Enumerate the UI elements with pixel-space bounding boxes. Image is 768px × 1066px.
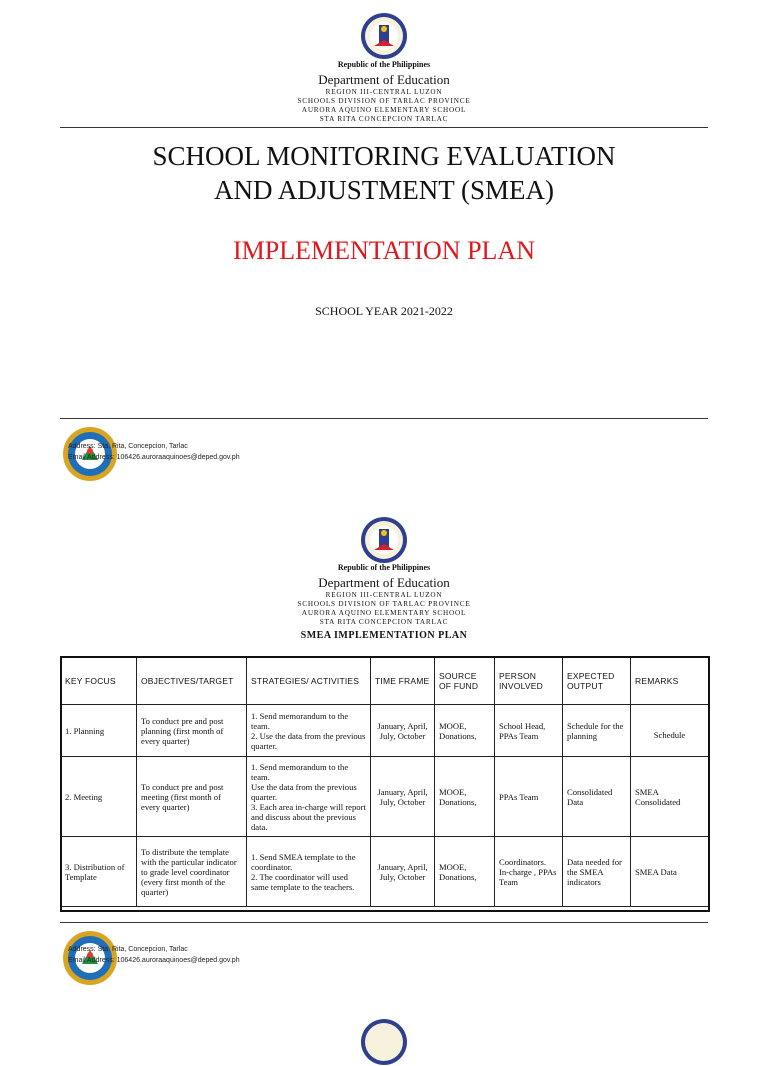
header-time-frame: TIME FRAME — [371, 657, 435, 705]
cell-objective: To conduct pre and post meeting (first month of every quarter) — [137, 757, 247, 837]
deped-seal-icon — [360, 12, 408, 60]
region-label: REGION III-CENTRAL LUZON — [325, 88, 443, 96]
footer-email: Email Address: 106426.auroraaquinoes@deped.gov.ph — [68, 454, 240, 461]
footer-address: Address: Sta. Rita, Concepcion, Tarlac — [68, 443, 188, 450]
location-label: STA RITA CONCEPCION TARLAC — [319, 115, 449, 123]
cell-key-focus: 2. Meeting — [61, 757, 137, 837]
strategy-item: 1. Send memorandum to the team. — [251, 761, 349, 782]
cell-expected-output: Schedule for the planning — [563, 705, 631, 757]
cell-key-focus: 3. Distribution of Template — [61, 837, 137, 907]
cell-expected-output: Data needed for the SMEA indicators — [563, 837, 631, 907]
cell-remarks: SMEA Data — [631, 837, 709, 907]
cell-person-involved: School Head, PPAs Team — [495, 705, 563, 757]
cover-title-line-1: SCHOOL MONITORING EVALUATION — [152, 141, 616, 171]
cell-time-frame: January, April, July, October — [371, 757, 435, 837]
strategy-item: 1. Send SMEA template to the coordinator. — [251, 851, 356, 872]
deped-seal-icon — [360, 1018, 408, 1066]
division-label: SCHOOLS DIVISION OF TARLAC PROVINCE — [297, 97, 471, 105]
cell-person-involved: Coordinators. In-charge , PPAs Team — [495, 837, 563, 907]
cover-title-line-2: AND ADJUSTMENT (SMEA) — [213, 175, 555, 205]
footer-divider — [60, 922, 708, 923]
cell-objective: To conduct pre and post planning (first month of every quarter) — [137, 705, 247, 757]
strategy-item: Use the data from the previous quarter. — [251, 781, 357, 802]
cell-expected-output: Consolidated Data — [563, 757, 631, 837]
header-objectives: OBJECTIVES/TARGET — [137, 657, 247, 705]
header-divider — [60, 127, 708, 128]
republic-label: Republic of the Philippines — [337, 60, 431, 69]
header-source-of-fund: SOURCE OF FUND — [435, 657, 495, 705]
table-row — [61, 757, 709, 837]
cell-time-frame: January, April, July, October — [371, 837, 435, 907]
department-label: Department of Education — [318, 72, 450, 87]
strategy-item: 3. Each area in-charge will report and discuss about the previous data. — [251, 801, 366, 832]
cell-person-involved: PPAs Team — [495, 757, 563, 837]
school-label: AURORA AQUINO ELEMENTARY SCHOOL — [301, 106, 467, 114]
header-remarks: REMARKS — [631, 657, 709, 705]
cell-source-of-fund: MOOE, Donations, — [435, 757, 495, 837]
table-row — [61, 837, 709, 907]
cell-source-of-fund: MOOE, Donations, — [435, 837, 495, 907]
republic-label: Republic of the Philippines — [337, 563, 431, 572]
location-label: STA RITA CONCEPCION TARLAC — [319, 618, 449, 626]
plan-heading: SMEA IMPLEMENTATION PLAN — [300, 630, 468, 641]
deped-seal-icon — [360, 516, 408, 564]
strategy-item: 1. Send memorandum to the team. — [251, 710, 349, 731]
school-year-label: SCHOOL YEAR 2021-2022 — [315, 304, 453, 318]
cell-strategies — [247, 837, 371, 907]
cell-source-of-fund: MOOE, Donations, — [435, 705, 495, 757]
footer-email: Email Address: 106426.auroraaquinoes@deped.gov.ph — [68, 957, 240, 964]
table-header-row — [61, 657, 709, 705]
cell-remarks: SMEA Consolidated — [631, 757, 709, 837]
header-expected-output: EXPECTED OUTPUT — [563, 657, 631, 705]
cell-strategies — [247, 757, 371, 837]
implementation-plan-table — [60, 656, 709, 907]
cell-key-focus: 1. Planning — [61, 705, 137, 757]
cell-objective: To distribute the template with the particular indicator to grade level coordinator (every first month of the quarter) — [137, 837, 247, 907]
department-label: Department of Education — [318, 575, 450, 590]
cell-strategies — [247, 705, 371, 757]
footer-divider — [60, 418, 708, 419]
cell-time-frame: January, April, July, October — [371, 705, 435, 757]
header-strategies: STRATEGIES/ ACTIVITIES — [247, 657, 371, 705]
strategy-item: 2. The coordinator will used same template to the teachers. — [251, 871, 355, 892]
cover-subtitle: IMPLEMENTATION PLAN — [233, 236, 535, 265]
footer-address: Address: Sta. Rita, Concepcion, Tarlac — [68, 946, 188, 953]
division-label: SCHOOLS DIVISION OF TARLAC PROVINCE — [297, 600, 471, 608]
strategy-item: 2. Use the data from the previous quarter. — [251, 730, 366, 751]
table-row — [61, 705, 709, 757]
region-label: REGION III-CENTRAL LUZON — [325, 591, 443, 599]
header-key-focus: KEY FOCUS — [61, 657, 137, 705]
school-label: AURORA AQUINO ELEMENTARY SCHOOL — [301, 609, 467, 617]
header-person-involved: PERSON INVOLVED — [495, 657, 563, 705]
cell-remarks: Schedule — [631, 705, 709, 757]
